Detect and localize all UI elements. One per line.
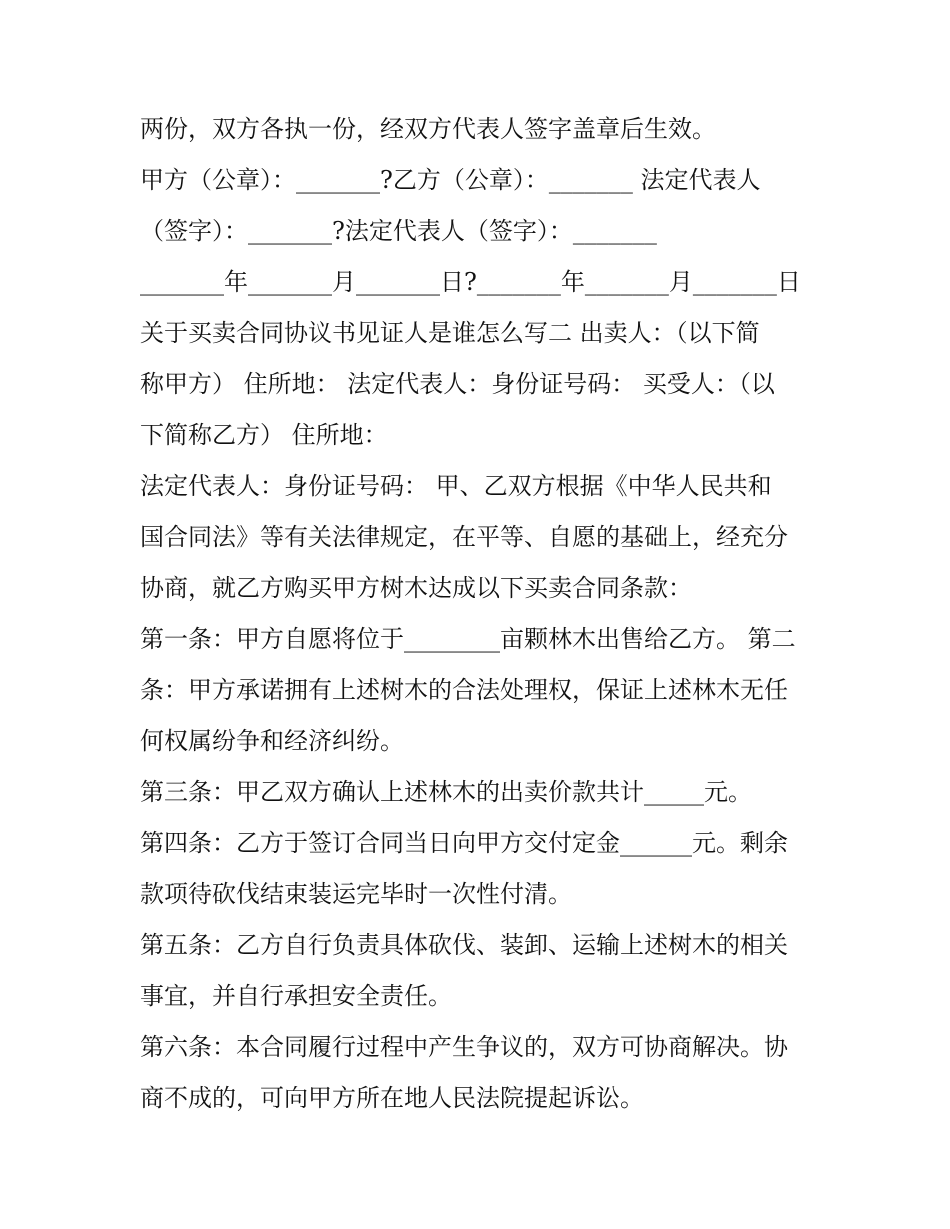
text-line: 条：甲方承诺拥有上述树木的合法处理权，保证上述林木无任 xyxy=(140,676,788,704)
document-page xyxy=(140,104,830,1124)
text-line: 称甲方） 住所地： 法定代表人：身份证号码： 买受人：（以 xyxy=(140,370,775,398)
text-line: 下简称乙方） 住所地： xyxy=(140,421,388,449)
text-line: 甲方（公章）：_______?乙方（公章）：_______ 法定代表人 xyxy=(140,166,761,194)
text-line: 款项待砍伐结束装运完毕时一次性付清。 xyxy=(140,880,572,908)
text-line: 关于买卖合同协议书见证人是谁怎么写二 出卖人：（以下简 xyxy=(140,319,760,347)
text-line: 第四条：乙方于签订合同当日向甲方交付定金______元。剩余 xyxy=(140,829,788,857)
text-line: 第三条：甲乙双方确认上述林木的出卖价款共计_____元。 xyxy=(140,778,752,806)
text-line: 商不成的，可向甲方所在地人民法院提起诉讼。 xyxy=(140,1084,644,1112)
text-line: 第一条：甲方自愿将位于________亩颗林木出售给乙方。 第二 xyxy=(140,625,796,653)
text-line: 何权属纷争和经济纠纷。 xyxy=(140,727,404,755)
text-line: 协商，就乙方购买甲方树木达成以下买卖合同条款： xyxy=(140,574,692,602)
text-line: 两份，双方各执一份，经双方代表人签字盖章后生效。 xyxy=(140,115,716,143)
text-line: 第六条：本合同履行过程中产生争议的，双方可协商解决。协 xyxy=(140,1033,788,1061)
text-line: （签字）：_______?法定代表人（签字）：_______ xyxy=(140,217,657,245)
text-line: _______年_______月_______日?_______年_______月_______日 xyxy=(140,268,801,296)
text-line: 事宜，并自行承担安全责任。 xyxy=(140,982,452,1010)
text-line: 法定代表人：身份证号码： 甲、乙双方根据《中华人民共和 xyxy=(140,472,772,500)
text-line: 国合同法》等有关法律规定，在平等、自愿的基础上，经充分 xyxy=(140,523,788,551)
text-line: 第五条：乙方自行负责具体砍伐、装卸、运输上述树木的相关 xyxy=(140,931,788,959)
